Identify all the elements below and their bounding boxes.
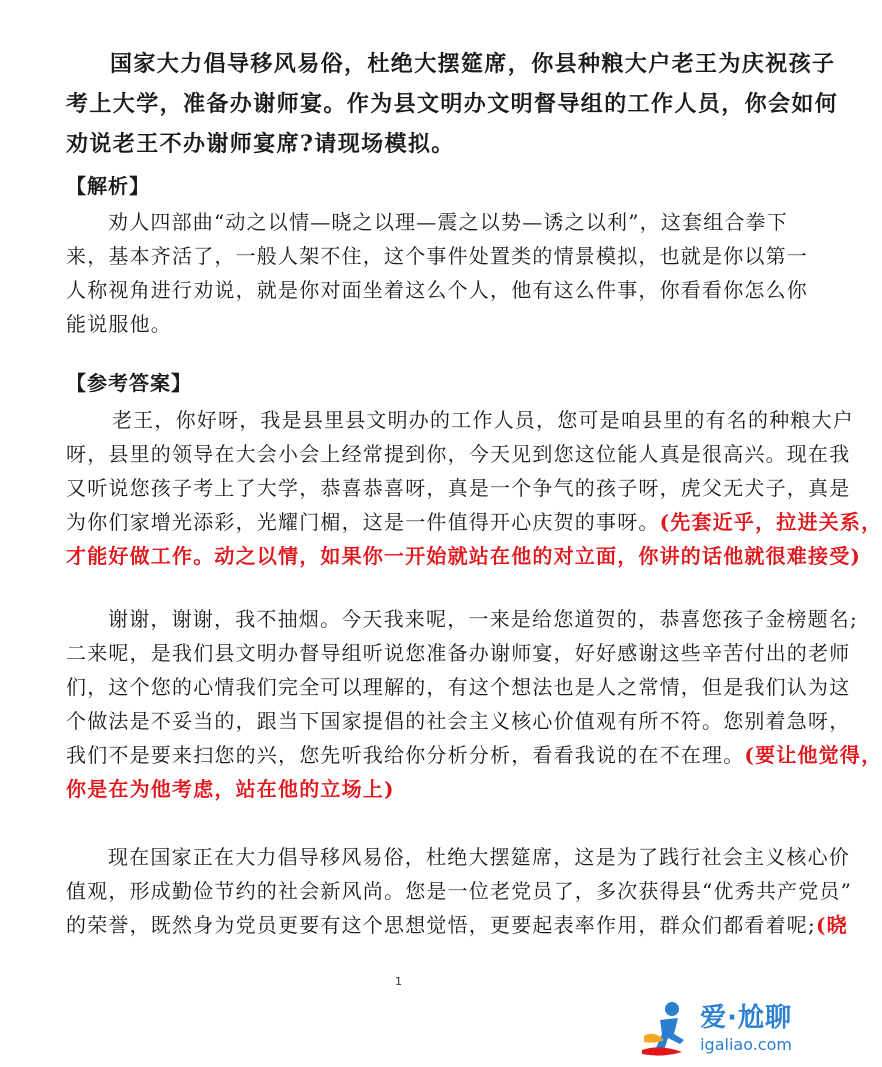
answer-paragraph-1: [66, 403, 882, 573]
page-number: 1: [395, 975, 402, 988]
annotation-note: (先套近乎，拉进关系，: [659, 510, 882, 534]
answer-line: 值观，形成勤俭节约的社会新风尚。您是一位老党员了，多次获得县“优秀共产党员”: [66, 879, 853, 903]
question-line: 劝说老王不办谢师宴席?请现场模拟。: [66, 131, 455, 157]
analysis-paragraph: [66, 205, 808, 341]
answer-line: 现在国家正在大力倡导移风易俗，杜绝大摆筵席，这是为了践行社会主义核心价: [108, 845, 850, 869]
answer-line: [66, 738, 882, 772]
answer-line: [66, 505, 882, 539]
analysis-line: 来，基本齐活了，一般人架不住，这个事件处置类的情景模拟，也就是你以第一: [66, 244, 808, 268]
answer-text: 为你们家增光添彩，光耀门楣，这是一件值得开心庆贺的事呀。: [66, 510, 660, 534]
answer-line: 呀，县里的领导在大会小会上经常提到你，今天见到您这位能人真是很高兴。现在我: [66, 442, 851, 466]
annotation-note: (要让他觉得，: [744, 743, 882, 767]
analysis-line: 劝人四部曲“动之以情—晓之以理—震之以势—诱之以利”，这套组合拳下: [108, 210, 789, 234]
answer-line: 谢谢，谢谢，我不抽烟。今天我来呢，一来是给您道贺的，恭喜您孩子金榜题名;: [108, 607, 858, 631]
answer-line: 二来呢，是我们县文明办督导组听说您准备办谢师宴，好好感谢这些辛苦付出的老师: [66, 641, 851, 665]
answer-paragraph-3: [66, 840, 853, 942]
answer-line: 个做法是不妥当的，跟当下国家提倡的社会主义核心价值观有所不符。您别着急呀，: [66, 709, 851, 733]
answer-line: 又听说您孩子考上了大学，恭喜恭喜呀，真是一个争气的孩子呀，虎父无犬子，真是: [66, 476, 851, 500]
answer-line: 老王，你好呀，我是县里县文明办的工作人员，您可是咱县里的有名的种粮大户: [112, 408, 854, 432]
annotation-note: 你是在为他考虑，站在他的立场上): [66, 777, 395, 801]
running-figure-icon: [638, 1000, 694, 1058]
annotation-note: 才能好做工作。动之以情，如果你一开始就站在他的对立面，你讲的话他就很难接受): [66, 544, 862, 568]
annotation-note: (晓: [815, 913, 848, 937]
analysis-line: 能说服他。: [66, 312, 172, 336]
answer-text: 我们不是要来扫您的兴，您先听我给你分析分析，看看我说的在不在理。: [66, 743, 745, 767]
watermark-title: 爱·尬聊: [700, 1003, 792, 1033]
watermark-text: [700, 1005, 792, 1053]
answer-line: 们，这个您的心情我们完全可以理解的，有这个想法也是人之常情，但是我们认为这: [66, 675, 851, 699]
watermark: [638, 1000, 792, 1058]
question-paragraph: [66, 44, 839, 164]
answer-heading: 【参考答案】: [66, 371, 192, 395]
analysis-heading: 【解析】: [66, 174, 150, 198]
watermark-url: igaliao.com: [700, 1035, 792, 1054]
question-line: 国家大力倡导移风易俗，杜绝大摆筵席，你县种粮大户老王为庆祝孩子: [110, 51, 836, 77]
question-line: 考上大学，准备办谢师宴。作为县文明办文明督导组的工作人员，你会如何: [66, 91, 839, 117]
answer-paragraph-2: [66, 602, 882, 806]
analysis-line: 人称视角进行劝说，就是你对面坐着这么个人，他有这么件事，你看看你怎么你: [66, 278, 808, 302]
answer-line: [66, 908, 848, 942]
answer-text: 的荣誉，既然身为党员更要有这个思想觉悟，更要起表率作用，群众们都看着呢;: [66, 913, 816, 937]
